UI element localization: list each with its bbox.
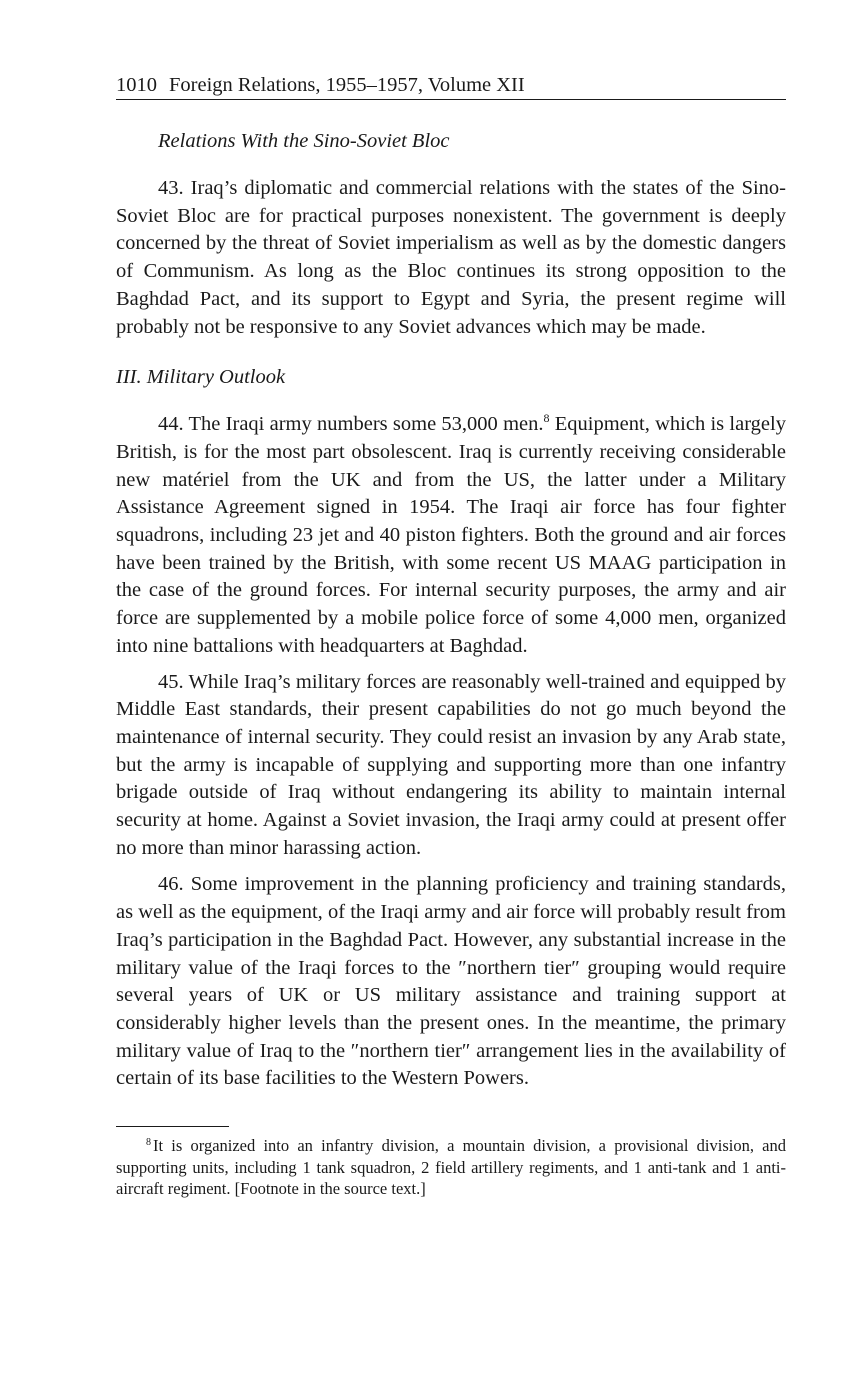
running-header <box>116 72 786 100</box>
footnote-8 <box>116 1135 786 1200</box>
footnote-reference: 8 <box>543 411 550 426</box>
footnote-marker: 8 <box>146 1137 151 1149</box>
paragraph-44-body: Equipment, which is largely British, is for the most part obsolescent. Iraq is currently receiving considerable new matériel from the UK and from the US, the latter under a Military Assistance Agreement signed in 1954. The Iraqi air force has four fighter squadrons, including 23 jet and 40 piston fighters. Both the ground and air forces have been trained by the British, with some recent US MAAG participation in the case of the ground forces. For internal security purposes, the army and air force are supplemented by a mobile police force of some 4,000 men, organized into nine battalions with headquarters at Baghdad. <box>116 413 786 657</box>
paragraph-44-lead: 44. The Iraqi army numbers some 53,000 men. <box>158 413 544 436</box>
paragraph-46: 46. Some improvement in the planning proficiency and training standards, as well as the equipment, of the Iraqi army and air force will probably result from Iraq’s participation in the Baghdad Pact. However, any substantial increase in the military value of the Iraqi forces to the ″northern tier″ grouping would require several years of UK or US military assistance and training support at considerably higher levels than the present ones. In the meantime, the primary military value of Iraq to the ″northern tier″ arrangement lies in the availability of certain of its base facilities to the Western Powers. <box>116 873 786 1090</box>
footnote-text: It is organized into an infantry division, a mountain division, a provisional division, and supporting units, including 1 tank squadron, 2 field artillery regiments, and 1 anti-tank and 1 anti-aircraft regiment. [Footnote in the source text.] <box>116 1136 786 1199</box>
section-heading-military-outlook: III. Military Outlook <box>116 366 286 389</box>
paragraph-44 <box>116 411 786 660</box>
volume-title: Foreign Relations, 1955–1957, Volume XII <box>169 74 525 96</box>
section-heading-sino-soviet: Relations With the Sino-Soviet Bloc <box>158 130 450 152</box>
footnote-divider <box>116 1126 229 1127</box>
document-page <box>116 72 786 1200</box>
paragraph-45: 45. While Iraq’s military forces are reasonably well-trained and equipped by Middle East standards, their present capabilities do not go much beyond the maintenance of internal security. They could resist an invasion by any Arab state, but the army is incapable of supplying and supporting more than one infantry brigade outside of Iraq without endangering its ability to maintain internal security at home. Against a Soviet invasion, the Iraqi army could at present offer no more than minor harassing action. <box>116 670 786 859</box>
page-number: 1010 <box>116 74 157 96</box>
paragraph-43: 43. Iraq’s diplomatic and commercial relations with the states of the Sino-Soviet Bloc are for practical purposes nonexistent. The government is deeply concerned by the threat of Soviet imperialism as well as by the domestic dangers of Communism. As long as the Bloc continues its strong opposition to the Baghdad Pact, and its support to Egypt and Syria, the present regime will probably not be responsive to any Soviet advances which may be made. <box>116 177 786 338</box>
